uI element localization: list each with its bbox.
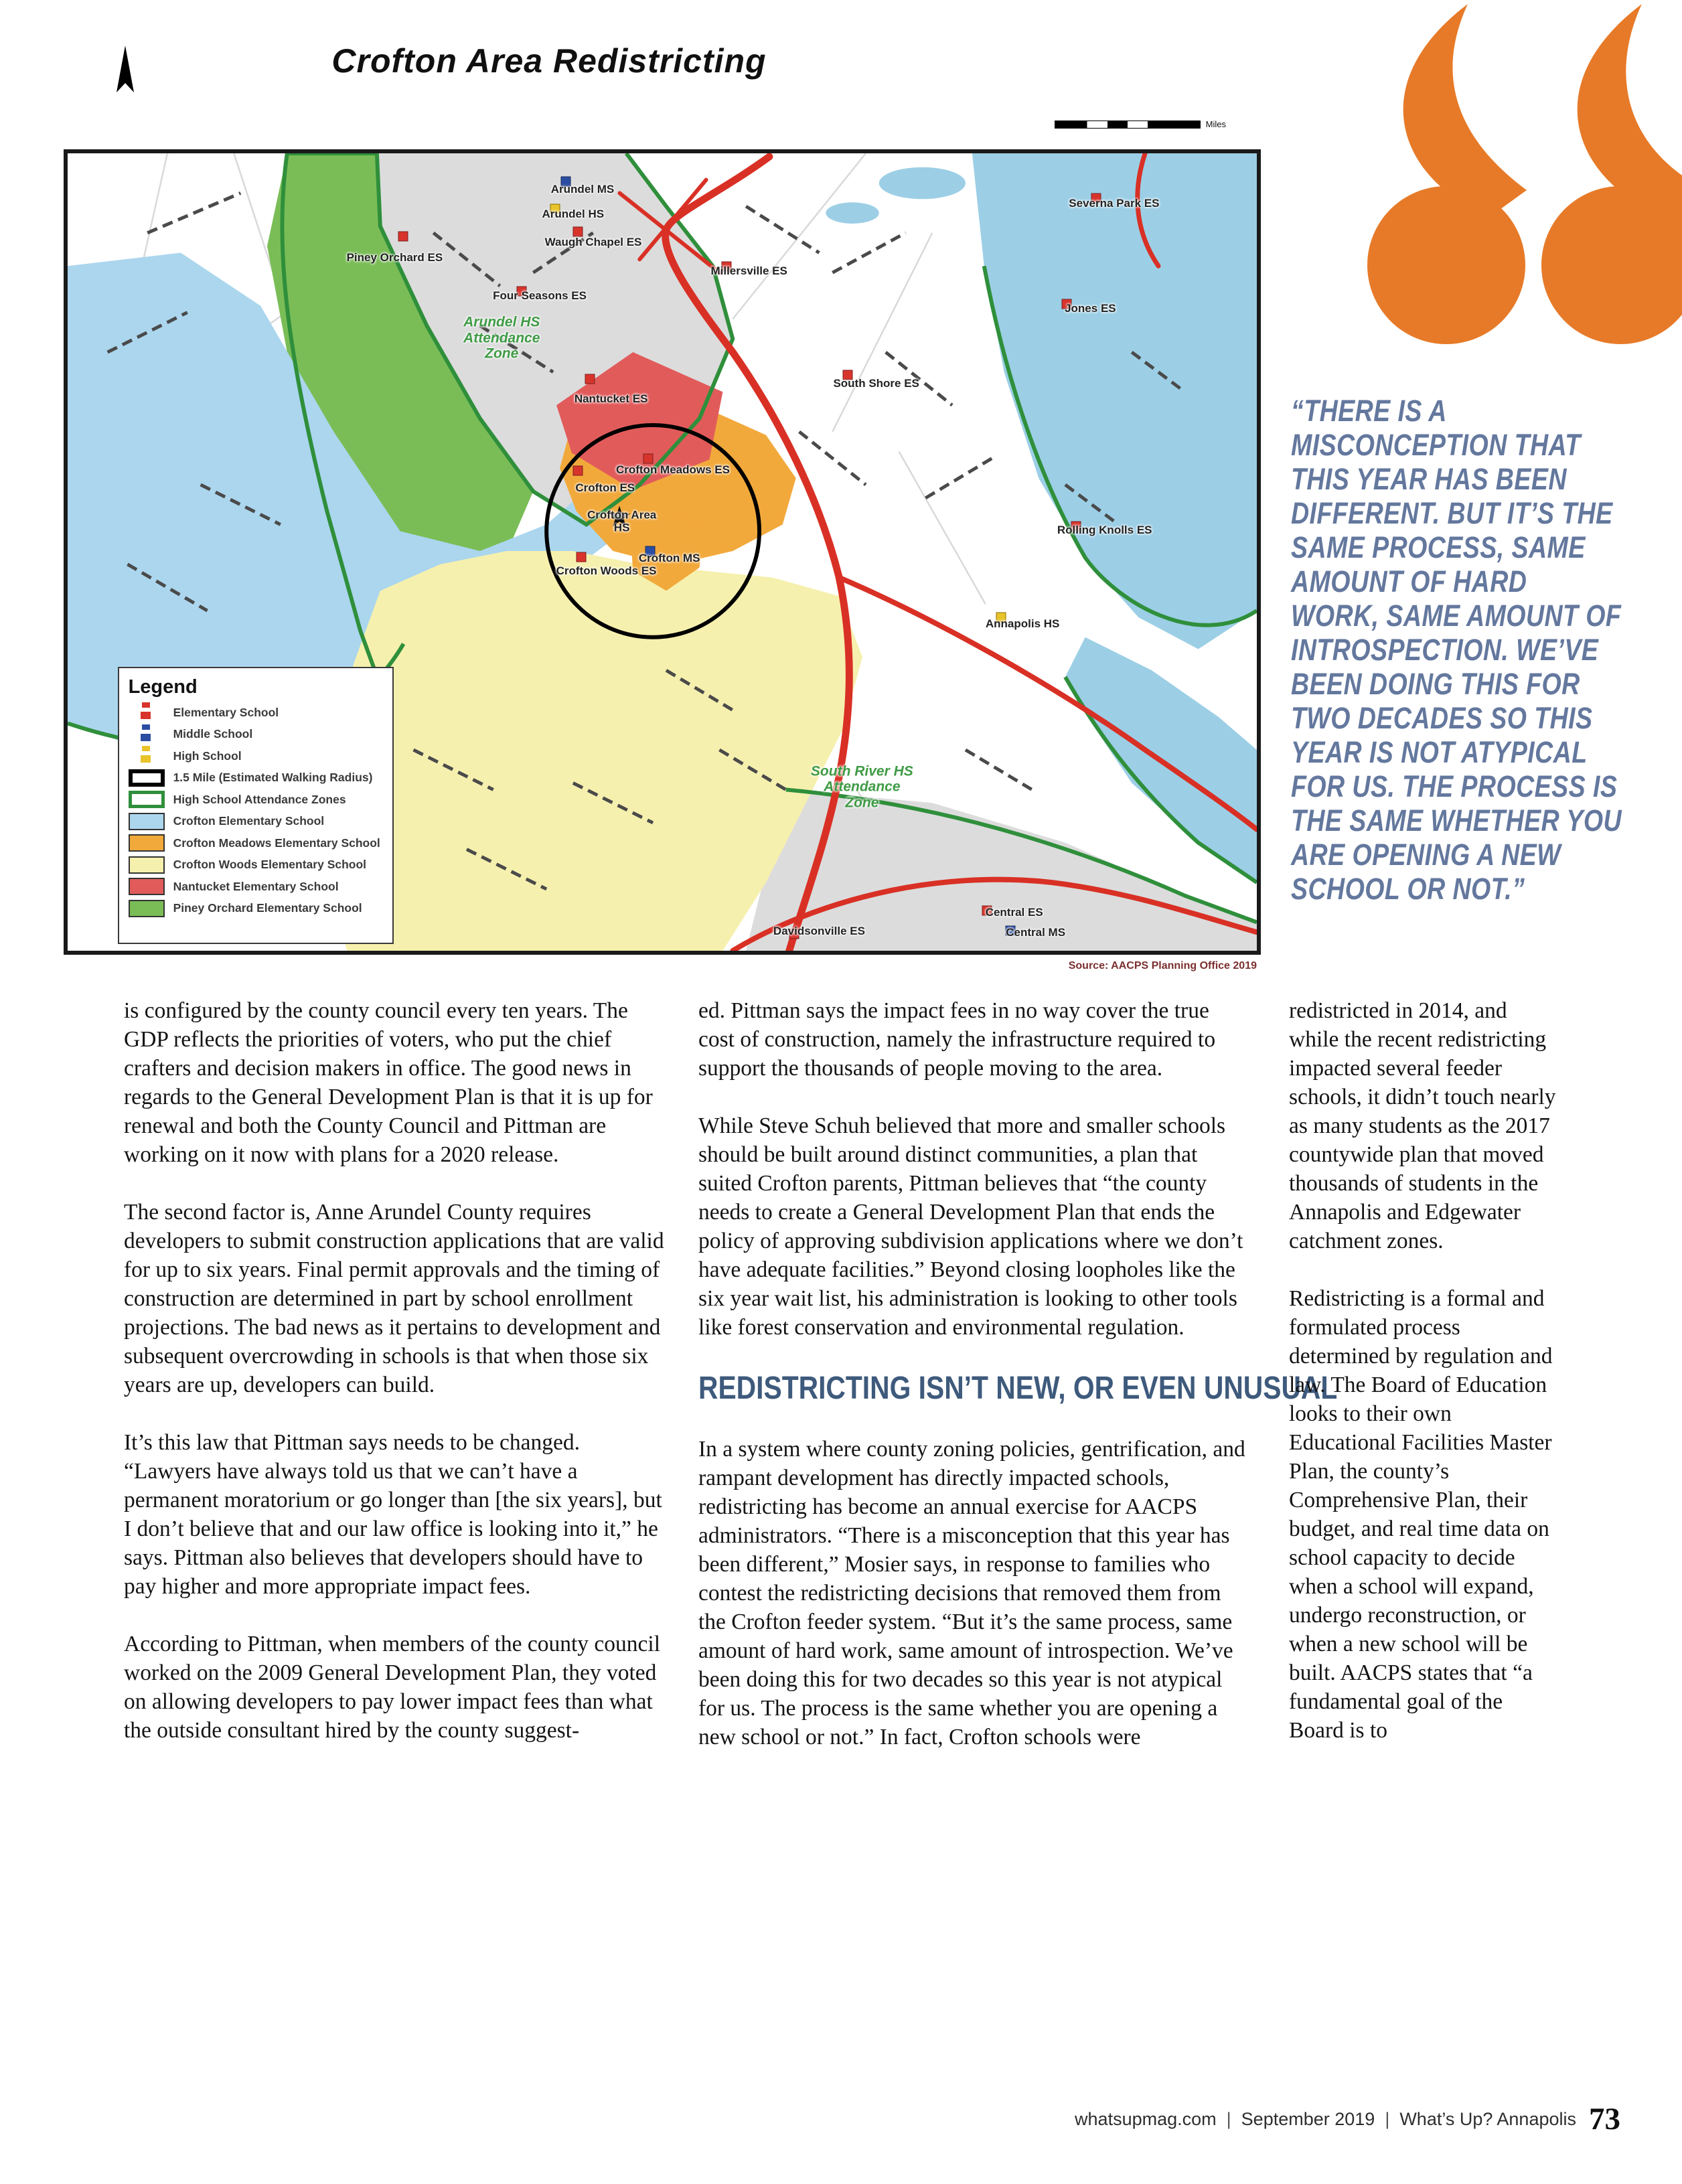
column2-bottom xyxy=(698,1435,1246,1751)
map-label: Arundel MS xyxy=(550,182,615,196)
legend-label: Middle School xyxy=(173,727,253,740)
footer-issue: September 2019 xyxy=(1241,2109,1375,2129)
scalebar-icon xyxy=(1055,121,1201,129)
legend-label: High School xyxy=(173,749,242,763)
map-label: Central MS xyxy=(1006,925,1066,939)
map-label: Millersville ES xyxy=(710,264,787,278)
scalebar-label: Miles xyxy=(1205,119,1226,129)
section-heading: REDISTRICTING ISN’T NEW, OR EVEN UNUSUAL xyxy=(698,1371,1338,1406)
map-section xyxy=(64,37,1261,980)
legend-label: Nantucket Elementary School xyxy=(173,879,339,893)
legend-title: Legend xyxy=(128,676,198,698)
legend-row xyxy=(129,769,383,787)
legend-swatch-icon xyxy=(129,726,165,743)
paragraph: The second factor is, Anne Arundel County requires developers to submit construction applications that are valid for up to six years. Final permit approvals and the timing of construction are determined in part by school enrollment projections. The bad news as it pertains to development and subsequent overcrowding in schools is that when those six years are up, developers can build. xyxy=(124,1200,664,1397)
legend-label: Piney Orchard Elementary School xyxy=(173,901,362,915)
legend-swatch-icon xyxy=(129,791,165,808)
map-label: Severna Park ES xyxy=(1069,197,1160,210)
map-scalebar xyxy=(1055,119,1226,129)
footer-publication: What’s Up? Annapolis xyxy=(1399,2109,1576,2129)
article-column-1 xyxy=(124,996,672,1774)
map-label: Rolling Knolls ES xyxy=(1057,524,1152,537)
map-label: Jones ES xyxy=(1065,302,1116,315)
legend-swatch-icon xyxy=(129,900,165,917)
paragraph: According to Pittman, when members of the county council worked on the 2009 General Development Plan, they voted on allowing developers to pay lower impact fees than what the outside consultant hired by the county suggest- xyxy=(124,1632,661,1743)
legend-row xyxy=(129,878,383,895)
legend-swatch-icon xyxy=(129,813,165,830)
map-label: South River HS Attendance Zone xyxy=(810,763,913,811)
map-label: Crofton Area HS xyxy=(587,508,657,534)
legend-row xyxy=(129,726,383,743)
legend-label: Crofton Woods Elementary School xyxy=(173,858,367,871)
legend-label: 1.5 Mile (Estimated Walking Radius) xyxy=(173,771,373,784)
legend-swatch-icon xyxy=(129,834,165,852)
column2-top xyxy=(698,996,1246,1342)
footer-separator: | xyxy=(1385,2109,1390,2129)
map-label: Four Seasons ES xyxy=(493,289,587,303)
paragraph: redistricted in 2014, and while the recent redistricting impacted several feeder schools, it didn’t touch nearly as many students as the 2017 countywide plan that moved thousands of students in the Annapolis and Edgewater catchment zones. xyxy=(1289,998,1556,1253)
legend-swatch-icon xyxy=(129,704,165,721)
paragraph: It’s this law that Pittman says needs to be changed. “Lawyers have always told us that we can’t have a permanent moratorium or go longer than [the six years], but I don’t believe that and our law office is looking into it,” he says. Pittman also believes that developers should have to pay higher and more appropriate impact fees. xyxy=(124,1430,662,1599)
legend-swatch-icon xyxy=(129,747,165,765)
map-label: Annapolis HS xyxy=(985,617,1060,630)
article-column-3 xyxy=(1289,996,1557,1774)
legend-row xyxy=(129,747,383,765)
paragraph: In a system where county zoning policies, gentrification, and rampant development has directly impacted schools, redistricting has become an annual exercise for AACPS administrators. “There is a misconception that this year has been different,” Mosier says, in response to families who contest the redistricting decisions that removed them from the Crofton feeder system. “But it’s the same process, same amount of hard work, same amount of introspection. We’ve been doing this for two decades so this year is not atypical for us. The process is the same whether you are opening a new school or not.” In fact, Crofton schools were xyxy=(698,1436,1245,1749)
legend-label: Elementary School xyxy=(173,705,279,719)
map-label: Crofton ES xyxy=(575,481,635,495)
legend-label: Crofton Elementary School xyxy=(173,814,325,828)
legend-items xyxy=(129,704,383,917)
pull-quote: “THERE IS A MISCONCEPTION THAT THIS YEAR HAS BEEN DIFFERENT. BUT IT’S THE SAME PROCESS, SAME AMOUNT OF HARD WORK, SAME AMOUNT OF INTROSPECTION. WE’VE BEEN DOING THIS FOR TWO DECADES SO THIS YEAR IS NOT ATYPICAL FOR US. THE PROCESS IS THE SAME WHETHER YOU ARE OPENING A NEW SCHOOL OR NOT.” xyxy=(1291,394,1622,906)
legend-row xyxy=(129,900,383,917)
legend-swatch-icon xyxy=(129,856,165,874)
quotation-mark-icon xyxy=(1367,4,1682,352)
legend-swatch-icon xyxy=(129,878,165,895)
map-source-credit: Source: AACPS Planning Office 2019 xyxy=(1068,960,1257,971)
article-column-2 xyxy=(698,996,1338,1780)
legend-row xyxy=(129,856,383,874)
map-label: Nantucket ES xyxy=(574,392,648,405)
map-label: Crofton Meadows ES xyxy=(615,463,730,476)
paragraph: While Steve Schuh believed that more and smaller schools should be built around distinct communities, a plan that suited Crofton parents, Pittman believes that “the county needs to create a General Development Plan that ends the policy of approving subdivision applications where we don’t have adequate facilities.” Beyond closing loopholes like the six year wait list, his administration is looking to other tools like forest conservation and environmental regulation. xyxy=(698,1113,1243,1340)
legend-row xyxy=(129,704,383,721)
map-label: South Shore ES xyxy=(833,377,919,390)
map-label: Arundel HS xyxy=(542,207,605,220)
map-legend xyxy=(118,667,394,944)
map-label: Crofton MS xyxy=(638,552,700,565)
north-arrow-icon xyxy=(108,43,143,106)
legend-row xyxy=(129,791,383,808)
footer-separator: | xyxy=(1226,2109,1231,2129)
map-title: Crofton Area Redistricting xyxy=(331,42,767,80)
legend-row xyxy=(129,813,383,830)
map-label: Crofton Woods ES xyxy=(556,564,657,578)
paragraph: Redistricting is a formal and formulated process determined by regulation and law. The Board of Education looks to their own Educational Facilities Master Plan, the county’s Comprehensive Plan, their budget, and real time data on school capacity to decide when a school will expand, undergo reconstruction, or when a new school will be built. AACPS states that “a fundamental goal of the Board is to xyxy=(1289,1286,1553,1743)
map-label: Central ES xyxy=(985,905,1043,919)
paragraph: ed. Pittman says the impact fees in no way cover the true cost of construction, namely the infrastructure required to support the thousands of people moving to the area. xyxy=(698,998,1216,1081)
map-label: Arundel HS Attendance Zone xyxy=(463,315,540,362)
legend-swatch-icon xyxy=(129,769,165,787)
page-number: 73 xyxy=(1589,2102,1620,2136)
paragraph: is configured by the county council every ten years. The GDP reflects the priorities of voters, who put the chief crafters and decision makers in office. The good news in regards to the General Development Plan is that it is up for renewal and both the County Council and Pittman are working on it now with plans for a 2020 release. xyxy=(124,998,653,1167)
page-footer xyxy=(1075,2104,1620,2135)
legend-label: Crofton Meadows Elementary School xyxy=(173,836,380,850)
map-label: Davidsonville ES xyxy=(773,925,865,938)
legend-row xyxy=(129,834,383,852)
map-canvas xyxy=(64,149,1261,955)
legend-label: High School Attendance Zones xyxy=(173,792,346,806)
map-label: Piney Orchard ES xyxy=(346,251,443,264)
map-label: Waugh Chapel ES xyxy=(544,236,642,249)
footer-site: whatsupmag.com xyxy=(1075,2109,1217,2129)
